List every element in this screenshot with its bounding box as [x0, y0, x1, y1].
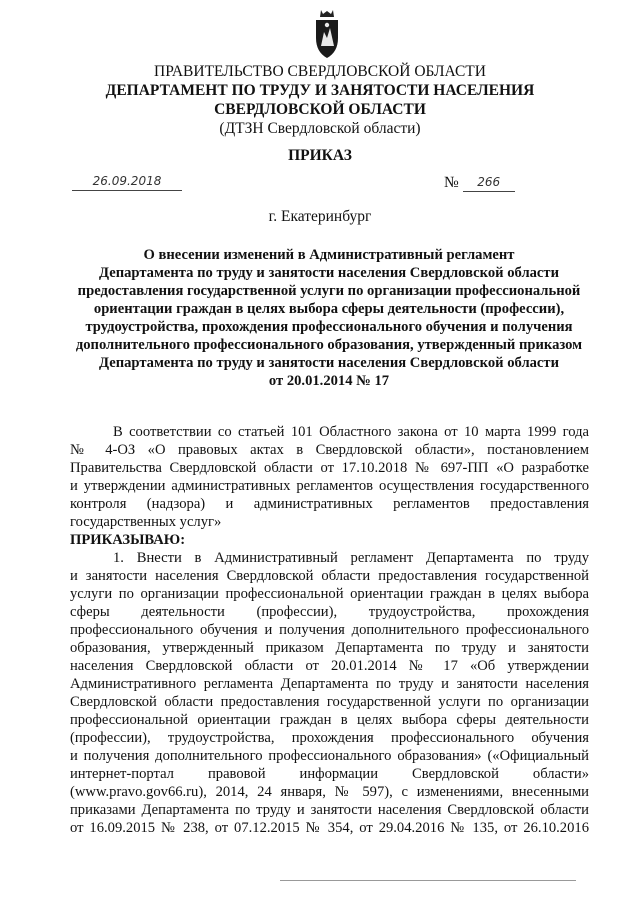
preamble-line: В соответствии со статьей 101 Областного закона от 10 марта 1999 года [113, 424, 589, 440]
item1-line: (профессии), трудоустройства, прохождения профессионального обучения [70, 730, 589, 746]
item1-line: населения Свердловской области от 20.01.2014 № 17 «Об утверждении [70, 658, 589, 674]
preamble-line: государственных услуг» [70, 514, 222, 530]
order-body [70, 423, 589, 837]
item1-line: приказами Департамента по труду и занятости населения Свердловской области [70, 802, 589, 818]
order-title: ПРИКАЗ [288, 147, 352, 164]
item1-line: услуги по организации профессиональной ориентации граждан в целях выбора [70, 586, 589, 602]
order-number-label: № [444, 174, 459, 191]
subject-line: ориентации граждан в целях выбора сферы деятельности (профессии), [93, 301, 565, 317]
item1-line: интернет-портал правовой информации Свердловской области» [70, 766, 589, 782]
preamble-line: контроля (надзора) и административных регламентов предоставления [70, 496, 589, 512]
subject-line: трудоустройства, прохождения профессионального обучения и получения [85, 319, 573, 335]
government-name: ПРАВИТЕЛЬСТВО СВЕРДЛОВСКОЙ ОБЛАСТИ [154, 63, 486, 80]
preamble-line: и утверждении административных регламентов осуществления государственного [70, 478, 589, 494]
subject-line: Департамента по труду и занятости населения Свердловской области [99, 265, 559, 281]
footer-divider [280, 880, 576, 881]
item1-line: и получения дополнительного профессионального образования» («Официальный [70, 748, 589, 764]
preamble-line: Правительства Свердловской области от 17.10.2018 № 697-ПП «О разработке [70, 460, 589, 476]
orders-label: ПРИКАЗЫВАЮ: [70, 532, 186, 548]
department-name-line2: СВЕРДЛОВСКОЙ ОБЛАСТИ [214, 101, 426, 118]
item1-line: образования, утвержденный приказом Департамента по труду и занятости [70, 640, 589, 656]
order-date: 26.09.2018 [72, 174, 182, 191]
subject-line: дополнительного профессионального образования, утвержденный приказом [75, 337, 583, 353]
item1-line: (www.pravo.gov66.ru), 2014, 24 января, № 597), с изменениями, внесенными [70, 784, 589, 800]
preamble-line: № 4-ОЗ «О правовых актах в Свердловской области», постановлением [70, 442, 589, 458]
order-number: 266 [463, 175, 515, 192]
city: г. Екатеринбург [268, 208, 372, 225]
subject-line: предоставления государственной услуги по организации профессиональной [77, 283, 581, 299]
subject-line: О внесении изменений в Административный регламент [143, 247, 515, 263]
item1-line: профессиональной ориентации граждан в целях выбора сферы деятельности [70, 712, 589, 728]
order-number-block [444, 174, 515, 192]
department-abbreviation: (ДТЗН Свердловской области) [219, 120, 421, 137]
item1-line: сферы деятельности (профессии), трудоустройства, прохождения [70, 604, 589, 620]
item1-line: Свердловской области предоставления государственной услуги по организации [70, 694, 589, 710]
subject-line: Департамента по труду и занятости населения Свердловской области [99, 355, 559, 371]
item1-line: профессионального обучения и получения дополнительного профессионального [70, 622, 589, 638]
item1-line: от 16.09.2015 № 238, от 07.12.2015 № 354, от 29.04.2016 № 135, от 26.10.2016 [70, 820, 589, 836]
coat-of-arms-icon [312, 8, 342, 60]
department-name-line1: ДЕПАРТАМЕНТ ПО ТРУДУ И ЗАНЯТОСТИ НАСЕЛЕНИЯ [105, 82, 535, 99]
subject-line: от 20.01.2014 № 17 [268, 373, 390, 389]
item1-line: Административного регламента Департамента по труду и занятости населения [70, 676, 589, 692]
item1-line: и занятости населения Свердловской области предоставления государственной [70, 568, 589, 584]
order-subject [70, 246, 588, 390]
item1-line: 1. Внести в Административный регламент Департамента по труду [113, 550, 589, 566]
